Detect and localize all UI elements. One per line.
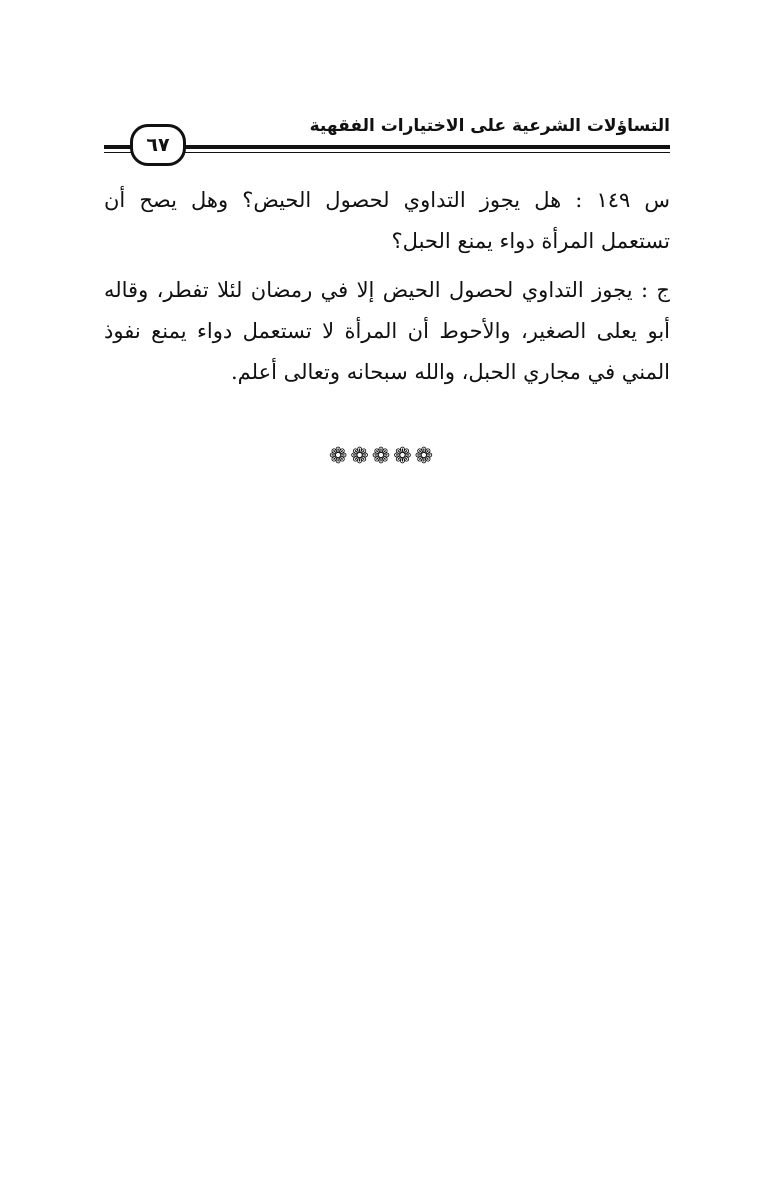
header-title: التساؤلات الشرعية على الاختيارات الفقهية	[309, 116, 670, 136]
section-divider-ornament: ❁❁❁❁❁	[328, 444, 437, 469]
header-rule-thin	[104, 152, 670, 153]
running-header	[104, 108, 670, 168]
header-rule-thick	[104, 145, 670, 149]
question-paragraph: س ١٤٩ : هل يجوز التداوي لحصول الحيض؟ وهل يصح أن تستعمل المرأة دواء يمنع الحبل؟	[104, 188, 670, 253]
answer-paragraph: ج : يجوز التداوي لحصول الحيض إلا في رمضان لئلا تفطر، وقاله أبو يعلى الصغير، والأحوط أن المرأة لا تستعمل دواء يمنع نفوذ المني في مجاري الحبل، والله سبحانه وتعالى أعلم.	[104, 278, 670, 384]
page-number: ٦٧	[146, 133, 170, 156]
page-number-badge	[130, 124, 186, 166]
page-content	[104, 180, 670, 401]
